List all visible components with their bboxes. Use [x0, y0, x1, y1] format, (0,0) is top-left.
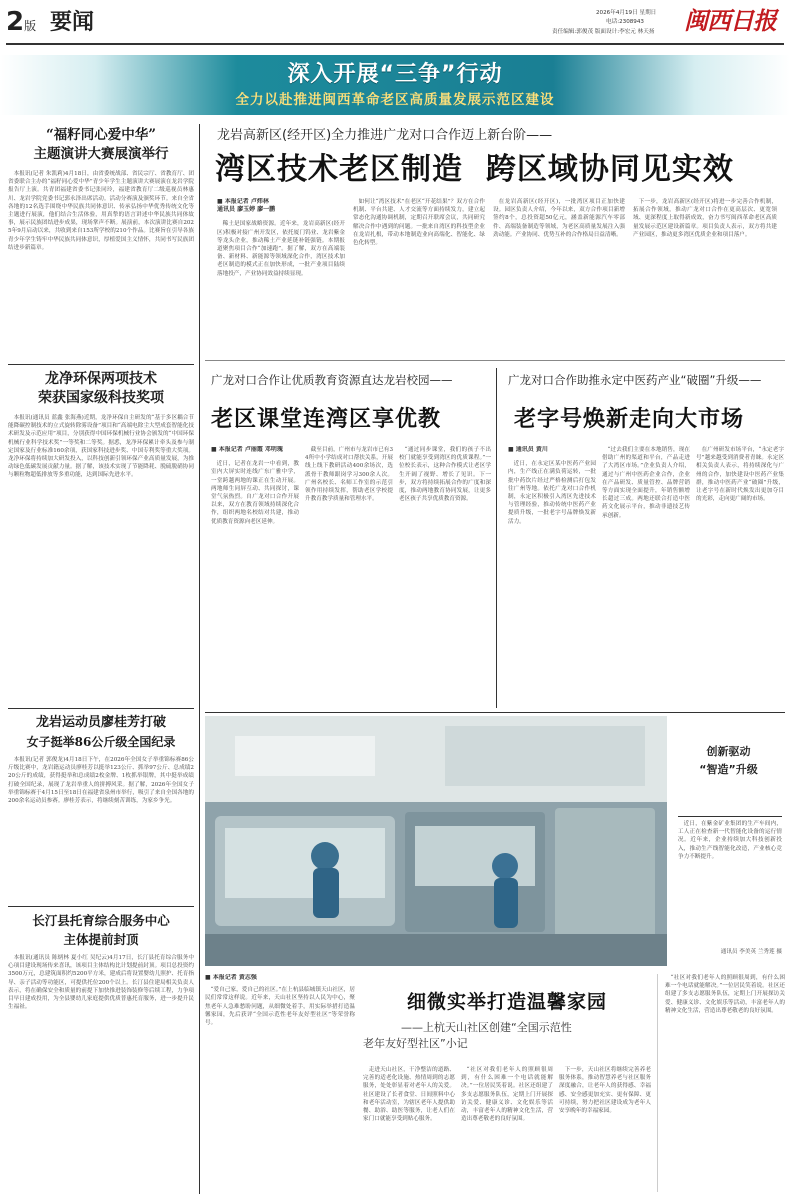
article-body: 下一步，天山社区将继续完善养老服务体系，推动智慧养老与社区服务深度融合，让老年人的获得感、幸福感、安全感更加充实、更有保障、更可持续，努力把社区建设成为老年人安享晚年的幸福家园。	[559, 1067, 651, 1115]
article-body: 走进天山社区，干净整洁的道路、完善的适老化设施、热情周到的志愿服务，处处彰显着对老年人的关爱。社区建设了长者食堂、日间照料中心和老年活动室，为辖区老年人提供助餐、助浴、助医等服务，让老人们在家门口就能享受到贴心服务。	[363, 1067, 455, 1123]
byline: ■ 本报记者 卢丽霞 邓明瑰	[211, 446, 283, 453]
headline: 老字号焕新走向大市场	[514, 407, 745, 432]
divider	[8, 364, 194, 365]
article-weightlifting	[8, 714, 194, 904]
article-body: 下一步，龙岩高新区(经开区)将进一步完善合作机制，拓展合作领域，推动广龙对口合作在更高层次、更宽领域、更深程度上取得新成效，奋力书写闽西革命老区高质量发展示范区建设新篇章。项目负责人表示，双方将共建产业园区，推动更多湾区优质企业和项目落户。	[633, 199, 777, 238]
article-title: 长汀县托育综合服务中心	[32, 913, 170, 928]
article-title: 主体提前封顶	[63, 932, 139, 947]
factory-photo	[205, 716, 667, 966]
subheadline: ——上杭天山社区创建“全国示范性	[401, 1021, 572, 1034]
section-name: 要闻	[50, 10, 95, 35]
article-body: 本报讯(通讯员 蓝鑫 张海燕)近期，龙净环保自主研发的“基于多区耦合节能降碳控制技术的立式旋转除雾设备”项目和“高端电除尘大型成套智能化技术研发及示范应用”项目，分别获得中国环保机械行业协会颁发的“中国环保机械行业科学技术奖”一等奖和二等奖。据悉，龙净环保累计牵头及参与制定国家及行业标准160余项，获国家科技进步奖、中国专利奖等重大奖项。龙净环保将持续加大研发投入，以科技创新引领环保产业高质量发展，为推动绿色低碳发展贡献力量。据了解，该技术实现了节能降耗、脱硫脱硝协同与颗粒物超低排放等多重功能，达到国际先进水平。	[8, 415, 194, 479]
subheadline: 老年友好型社区”小记	[363, 1037, 468, 1050]
feature-elderly-community	[205, 970, 785, 1196]
left-column	[8, 124, 194, 1196]
byline: ■ 本报记者 黄志强	[205, 974, 257, 981]
masthead	[0, 0, 790, 44]
photo-credit: 通讯员 李美英 兰秀莲 摄	[720, 949, 782, 955]
article-body: 在龙岩高新区(经开区)，一批湾区项目正加快建设。园区负责人介绍，今年以来，双方合作项目新增签约8个，总投资超50亿元，涵盖新能源汽车零部件、高端装备制造等领域，为老区高质量发展注入强劲动能。产业协同、优势互补的合作格局日益清晰。	[493, 199, 625, 238]
headline: 湾区技术老区制造 跨区域协同见实效	[215, 152, 734, 187]
feature-chinese-medicine	[500, 368, 785, 708]
article-title: 龙净环保两项技术	[45, 371, 157, 387]
article-body: “过去我们主要在本地销售，现在借助广州的渠道和平台，产品走进了大湾区市场。”企业负责人介绍，通过与广州中医药企业合作，企业在产品研发、质量管控、品牌营销等方面实现全面提升，年销售额增长超过三成。两地还联合打造中医药文化展示平台，推动非遗技艺传承创新。	[602, 447, 690, 519]
article-body: 截至目前，广州市与龙岩市已有34所中小学结成对口帮扶关系，开展线上线下教研活动400余场次，选派骨干教师跟岗学习300余人次。广州名校长、名师工作室的示范引领作用持续发挥，帮助老区学校提升教育教学质量和管理水平。	[305, 447, 393, 503]
article-title: 女子挺举86公斤级全国纪录	[26, 735, 176, 749]
article-body: “社区对我们老年人的照顾很周到，有什么困难一个电话就能解决。”一位居民笑着说。社区还组建了多支志愿服务队伍，定期上门开展探访关爱、健康义诊、文化娱乐等活动，丰富老年人的精神文化生活，营造出尊老敬老的良好氛围。	[461, 1067, 553, 1123]
article-body: 本报讯(记者 郭俊龙)4月18日下午，在2026年全国女子举重锦标赛86公斤级比赛中，龙岩籍运动员廖桂芳以挺举123公斤、抓举97公斤、总成绩220公斤的成绩，获得挺举和总成绩2枚金牌、1枚抓举银牌，其中挺举成绩打破全国纪录，展现了龙岩举重人的拼搏风采。据了解，2026年全国女子举重锦标赛于4月15日至18日在福建省泉州市举行，吸引了来自全国各地的200余名运动员参赛。廖桂芳表示，将继续刻苦训练，为家乡争光。	[8, 757, 194, 805]
article-tech-award	[8, 370, 194, 704]
photo-illustration	[205, 716, 667, 966]
article-body: ■ 本报记者 黄志强 “爱自己家，爱自己的社区。”在上杭县临城镇天山社区，居民们常常这样说。近年来，天山社区坚持以人民为中心，聚焦老年人急难愁盼问题，从细微处着手，用实际举措打造温馨家园，先后获评“全国示范性老年友好型社区”等荣誉称号。	[205, 974, 355, 1027]
feature-bay-area-cooperation	[205, 124, 785, 352]
byline: ■ 通讯员 黄川	[508, 446, 548, 453]
article-body: 本报讯(记者 朱凯莉)4月18日，由省委统战部、省民宗厅、省教育厅、团省委联合主办的“福籽同心爱中华”青少年学生主题演讲大赛展演在龙岩学院报告厅上演。共青团福建省委书记张同玲，福建省教育厅二级巡视员林惠川、龙岩学院党委书记郭永泽出席活动。活动分赛演及颁奖环节。来自全省各地的12名选手围绕中华民族共同体意识、传承弘扬中华优秀传统文化等主题进行展演，他们结合生活体验，用真挚的语言讲述中华民族共同体故事，展示民族团结进步成果，现场掌声不断。展演前，本次演讲比赛自2025年9月启动以来，共收到来自153所学校的210个作品。比赛旨在引导各族青少年学生铸牢中华民族共同体意识，厚植爱国主义情怀，共同书写民族团结进步新篇章。	[8, 171, 194, 251]
campaign-banner	[0, 55, 790, 115]
article-title: 荣获国家级科技奖项	[38, 390, 164, 406]
sidebar-title: “智造”升级	[699, 763, 758, 776]
kicker: 广龙对口合作助推永定中医药产业“破圈”升级——	[508, 373, 762, 387]
banner-title: 深入开展“三争”行动	[287, 62, 503, 87]
article-childcare-center	[8, 912, 194, 1196]
masthead-rule	[6, 43, 784, 45]
kicker: 广龙对口合作让优质教育资源直达龙岩校园——	[211, 373, 453, 387]
article-title: 龙岩运动员廖桂芳打破	[35, 715, 166, 730]
blank-area	[657, 974, 658, 1192]
newspaper-logo: 闽西日报	[684, 6, 776, 35]
divider	[205, 712, 785, 713]
banner-subtitle: 全力以赴推进闽西革命老区高质量发展示范区建设	[235, 92, 555, 108]
article-body: 在广州研发市场平台，“永定老字号”越来越受到消费者青睐。永定区相关负责人表示，将持续深化与广州的合作，加快建设中医药产业集群，推动中医药产业“破圈”升级，让老字号在新时代焕发出更加夺目的光彩，走向更广阔的市场。	[696, 447, 784, 503]
article-title: 主题演讲大赛展演举行	[33, 146, 169, 162]
article-body: ■ 本报记者 卢丽霞 邓明瑰 近日，记者在龙岩一中看到，教室内大屏实时连线广东广雅中学，一堂跨越两地的课正在生动开展。两地师生同屏互动、共同探讨，课堂气氛热烈。自广龙对口合作开展以来，双方在教育领域持续深化合作，组织两地名校结对共建，推动优质教育资源向老区延伸。	[211, 446, 299, 525]
byline: 通讯员 廖玉婷 廖一鹏	[217, 206, 276, 214]
article-body: 本报讯(通讯员 陈炳林 夏小红 吴纪云)4月17日，长汀县托育综合服务中心项目建设现场传来喜讯，该项目主体结构比计划提前封顶。项目总投资约3500万元，总建筑面积约5200平方米，建成后将设置婴幼儿照护、托育指导、亲子活动等功能区，可提供托位200个以上。长汀县住建局相关负责人表示，将在确保安全和质量的前提下加快推进装饰装修等后续工程，力争项目早日建成投用，为全县婴幼儿家庭提供优质普惠托育服务，进一步提升民生福祉。	[8, 955, 194, 1011]
article-title: “福籽同心爱中华”	[45, 127, 157, 143]
article-body: 如何让“湾区技术”在老区“开花结果”？双方在合作机制、平台共建、人才交流等方面持续发力，建立起常态化沟通协调机制，定期召开联席会议，共同研究解决合作中遇到的问题。一批来自湾区的科技型企业在龙岩扎根，带动本地制造业向高端化、智能化、绿色化转型。	[353, 199, 485, 247]
sidebar-title: 创新驱动	[706, 745, 751, 758]
issue-date: 2026年4月19日 星期日	[596, 10, 657, 16]
photo-caption: 近日，在紫金矿业集团的生产车间内，工人正在检查新一代智能化设备的运行情况。近年来，企业持续加大科技创新投入，推动生产线智能化改造，产业核心竞争力不断提升。	[678, 821, 782, 860]
byline: ■ 本报记者 卢炜林	[217, 198, 269, 205]
article-body: “通过同步课堂，我们的孩子不出校门就能享受到湾区的优质课程。”一位校长表示，这种合作模式让老区学生开阔了视野、增长了见识。下一步，双方将持续拓展合作的广度和深度，推动两地教育协同发展，让更多老区孩子共享优质教育资源。	[399, 447, 491, 503]
article-body: “社区对我们老年人的照顾很周到，有什么困难一个电话就能解决。”一位居民笑着说。社区还组建了多支志愿服务队伍，定期上门开展探访关爱、健康义诊、文化娱乐等活动，丰富老年人的精神文化生活，营造出尊老敬老的良好氛围。	[665, 975, 785, 1014]
photo-sidebar	[672, 716, 785, 966]
headline: 老区课堂连湾区享优教	[211, 407, 442, 432]
article-speech-contest	[8, 124, 194, 360]
editors: 责任编辑:郭俊茂 版面设计:李宏元 林天扬	[552, 29, 655, 35]
headline: 细微实举打造温馨家园	[406, 991, 607, 1013]
phone: 电话:2308943	[606, 19, 644, 25]
column-rule	[199, 124, 200, 1194]
feature-education	[205, 368, 495, 708]
column-rule	[496, 368, 497, 708]
divider	[8, 708, 194, 709]
divider	[205, 360, 785, 361]
article-body: ■ 通讯员 黄川 近日，在永定区某中医药产业园内，生产线正在满负荷运转，一批批中药饮片经过严格检测后打包发往广州等地。依托广龙对口合作机制，永定区积极引入湾区先进技术与管理经验，推动传统中医药产业提质升级，一批老字号品牌焕发新活力。	[508, 446, 596, 525]
divider	[678, 816, 782, 817]
kicker: 龙岩高新区(经开区)全力推进广龙对口合作迈上新台阶——	[217, 128, 553, 143]
page-number: 2版	[6, 7, 37, 37]
divider	[8, 906, 194, 907]
article-body: ■ 本报记者 卢炜林 通讯员 廖玉婷 廖一鹏 稀土是国家战略资源。近年来，龙岩高新区(经开区)积极对接广州开发区，依托厦门钨业、龙岩紫金等龙头企业，推动稀土产业延链补链强链。本期报道聚焦项目合作“加速跑”。据了解，双方在高端装备、新材料、新能源等领域深化合作，湾区技术加老区制造的模式正在加快形成，一批产业项目陆续落地投产，产业协同效益持续显现。	[217, 198, 345, 277]
